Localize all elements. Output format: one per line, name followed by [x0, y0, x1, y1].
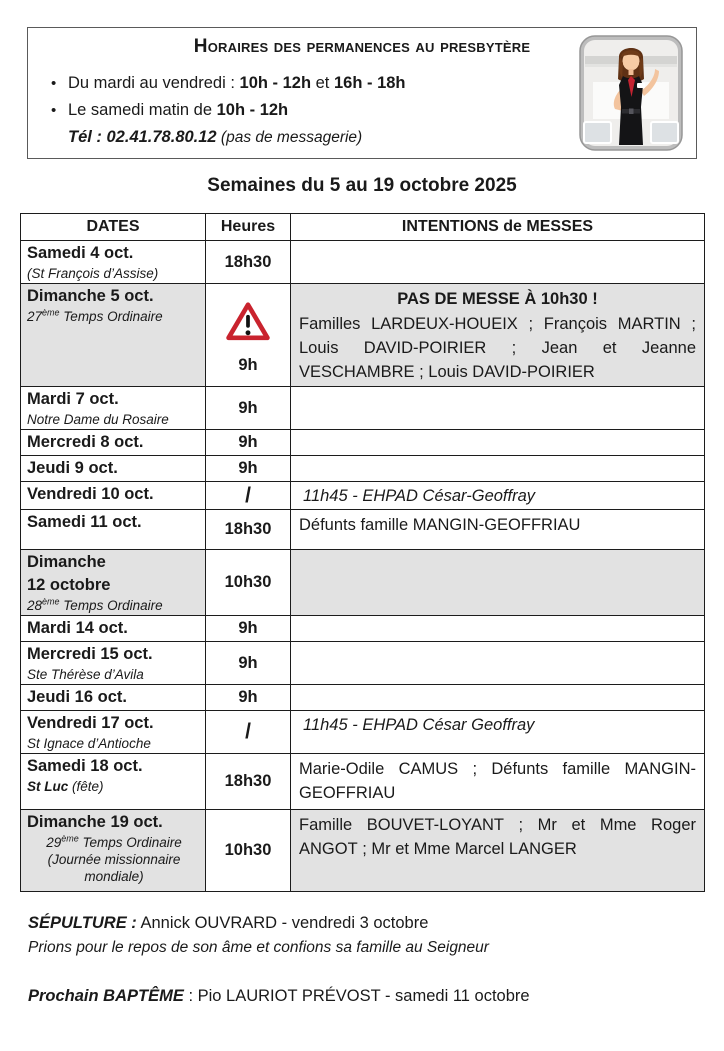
- hour-cell: [206, 284, 291, 387]
- date-main: Samedi 11 oct.: [27, 513, 142, 531]
- hour-cell: [206, 456, 291, 482]
- bullet-icon: •: [51, 75, 57, 92]
- table-row: [21, 616, 705, 642]
- hour-cell: [206, 387, 291, 430]
- hour-cell: [206, 482, 291, 510]
- bapteme-text: : Pio LAURIOT PRÉVOST - samedi 11 octobre: [183, 987, 530, 1005]
- announcements: [28, 911, 694, 1009]
- table-row: [21, 284, 705, 387]
- date-main: Mardi 7 oct.: [27, 390, 119, 408]
- hour-cell: [206, 430, 291, 456]
- table-header: [21, 214, 705, 241]
- header-row: [21, 214, 705, 241]
- hour-cell: [206, 642, 291, 685]
- intentions-cell: [291, 711, 705, 754]
- intention-text: Marie-Odile CAMUS ; Défunts famille MANGIN-GEOFFRIAU: [299, 760, 696, 802]
- col-header-dates: DATES: [21, 214, 206, 241]
- date-cell: [21, 482, 206, 510]
- date-cell: [21, 616, 206, 642]
- date-subtitle: St Ignace d’Antioche: [27, 736, 151, 751]
- table-row: [21, 482, 705, 510]
- intentions-cell: [291, 482, 705, 510]
- hour-text: 9h: [238, 619, 258, 637]
- intentions-cell: [291, 387, 705, 430]
- date-cell: [21, 711, 206, 754]
- intention-text: 11h45 - EHPAD César-Geoffray: [303, 487, 536, 505]
- date-main: Dimanche: [27, 553, 106, 571]
- hour-text: 10h30: [224, 841, 272, 859]
- col-header-heures: Heures: [206, 214, 291, 241]
- date-cell: [21, 284, 206, 387]
- date-cell: [21, 456, 206, 482]
- hour-cell: [206, 550, 291, 616]
- hour-text: 9h: [238, 398, 258, 417]
- date-subtitle: 28ème Temps Ordinaire: [27, 596, 163, 613]
- hour-cell: [206, 711, 291, 754]
- table-row: [21, 685, 705, 711]
- table-row: [21, 387, 705, 430]
- date-subtitle: St Luc (fête): [27, 779, 104, 794]
- date-main: Mercredi 8 oct.: [27, 433, 144, 451]
- hour-cell: [206, 510, 291, 550]
- date-subtitle: 27ème Temps Ordinaire: [27, 307, 163, 324]
- hour-cell: [206, 241, 291, 284]
- office-hours-title: Horaires des permanences au presbytère: [193, 36, 531, 57]
- hour-text: 18h30: [224, 772, 272, 790]
- date-main: Samedi 18 oct.: [27, 757, 143, 775]
- intentions-cell: [291, 284, 705, 387]
- intention-text: Défunts famille MANGIN-GEOFFRIAU: [299, 516, 581, 534]
- intention-text: Famille BOUVET-LOYANT ; Mr et Mme Roger ANGOT ; Mr et Mme Marcel LANGER: [299, 816, 696, 858]
- hour-text: /: [245, 720, 251, 743]
- bullet-text: Le samedi matin de 10h - 12h: [68, 101, 289, 119]
- sepulture-line: [28, 911, 694, 936]
- receptionist-clipart: [579, 35, 683, 151]
- intentions-cell: [291, 810, 705, 892]
- date-cell: [21, 510, 206, 550]
- intentions-cell: [291, 430, 705, 456]
- mass-schedule-table: [20, 213, 705, 892]
- date-main: Mardi 14 oct.: [27, 619, 128, 637]
- hour-cell: [206, 754, 291, 810]
- date-main: Dimanche 5 oct.: [27, 287, 154, 305]
- intentions-cell: [291, 241, 705, 284]
- intention-text: Familles LARDEUX-HOUEIX ; François MARTIN ; Louis DAVID-POIRIER ; Jean et Jeanne VESCHAMBRE ; Louis DAVID-POIRIER: [299, 315, 696, 381]
- bulletin-page: [0, 27, 724, 1051]
- office-hours-box: [27, 27, 697, 159]
- date-main: Samedi 4 oct.: [27, 244, 134, 262]
- sepulture-note: Prions pour le repos de son âme et confions sa famille au Seigneur: [28, 939, 489, 956]
- no-mass-notice: PAS DE MESSE À 10h30 !: [397, 290, 598, 308]
- hour-text: 9h: [238, 688, 258, 706]
- date-main: Jeudi 16 oct.: [27, 688, 127, 706]
- table-row: [21, 430, 705, 456]
- hour-cell: [206, 616, 291, 642]
- date-subtitle: (St François d’Assise): [27, 266, 159, 281]
- date-main: Vendredi 17 oct.: [27, 714, 154, 732]
- date-subtitle: Notre Dame du Rosaire: [27, 412, 169, 427]
- table-body: [21, 241, 705, 892]
- hour-text: 9h: [238, 653, 258, 672]
- page-title: Semaines du 5 au 19 octobre 2025: [207, 175, 517, 196]
- sepulture-text: Annick OUVRARD - vendredi 3 octobre: [136, 914, 429, 932]
- intention-text: 11h45 - EHPAD César Geoffray: [303, 716, 535, 734]
- date-cell: [21, 754, 206, 810]
- hour-text: 9h: [238, 356, 258, 374]
- sepulture-label: SÉPULTURE :: [28, 914, 137, 932]
- intentions-cell: [291, 754, 705, 810]
- date-cell: [21, 550, 206, 616]
- date-cell: [21, 241, 206, 284]
- date-main: 12 octobre: [27, 576, 111, 594]
- intentions-cell: [291, 685, 705, 711]
- intentions-cell: [291, 510, 705, 550]
- hour-text: 10h30: [224, 573, 272, 591]
- bapteme-label: Prochain BAPTÊME: [28, 987, 184, 1005]
- bullet-icon: •: [51, 102, 57, 119]
- table-row: [21, 642, 705, 685]
- table-row: [21, 754, 705, 810]
- hour-text: /: [245, 483, 251, 507]
- intentions-cell: [291, 456, 705, 482]
- date-main: Vendredi 10 oct.: [27, 485, 154, 503]
- date-subtitle: (Journée missionnaire mondiale): [47, 852, 181, 884]
- date-main: Mercredi 15 oct.: [27, 645, 153, 663]
- intentions-cell: [291, 616, 705, 642]
- intentions-cell: [291, 642, 705, 685]
- table-row: [21, 711, 705, 754]
- date-cell: [21, 685, 206, 711]
- date-main: Dimanche 19 oct.: [27, 813, 163, 831]
- hour-text: 9h: [238, 433, 258, 451]
- table-row: [21, 550, 705, 616]
- table-row: [21, 810, 705, 892]
- date-cell: [21, 387, 206, 430]
- phone-note: (pas de messagerie): [216, 129, 363, 146]
- date-cell: [21, 810, 206, 892]
- date-main: Jeudi 9 oct.: [27, 459, 118, 477]
- date-subtitle: 29ème Temps Ordinaire: [46, 833, 182, 850]
- hour-text: 18h30: [224, 252, 272, 271]
- phone-number: Tél : 02.41.78.80.12: [68, 128, 217, 146]
- table-row: [21, 510, 705, 550]
- hour-cell: [206, 685, 291, 711]
- date-cell: [21, 430, 206, 456]
- col-header-intentions: INTENTIONS de MESSES: [291, 214, 705, 241]
- bullet-text: Du mardi au vendredi : 10h - 12h et 16h - 18h: [68, 74, 406, 92]
- warning-triangle-icon: [225, 301, 271, 343]
- bapteme-line: [28, 984, 694, 1009]
- hour-text: 18h30: [224, 520, 272, 538]
- date-cell: [21, 642, 206, 685]
- table-row: [21, 241, 705, 284]
- intentions-cell: [291, 550, 705, 616]
- date-subtitle: Ste Thérèse d’Avila: [27, 667, 144, 682]
- hour-text: 9h: [238, 459, 258, 477]
- table-row: [21, 456, 705, 482]
- hour-cell: [206, 810, 291, 892]
